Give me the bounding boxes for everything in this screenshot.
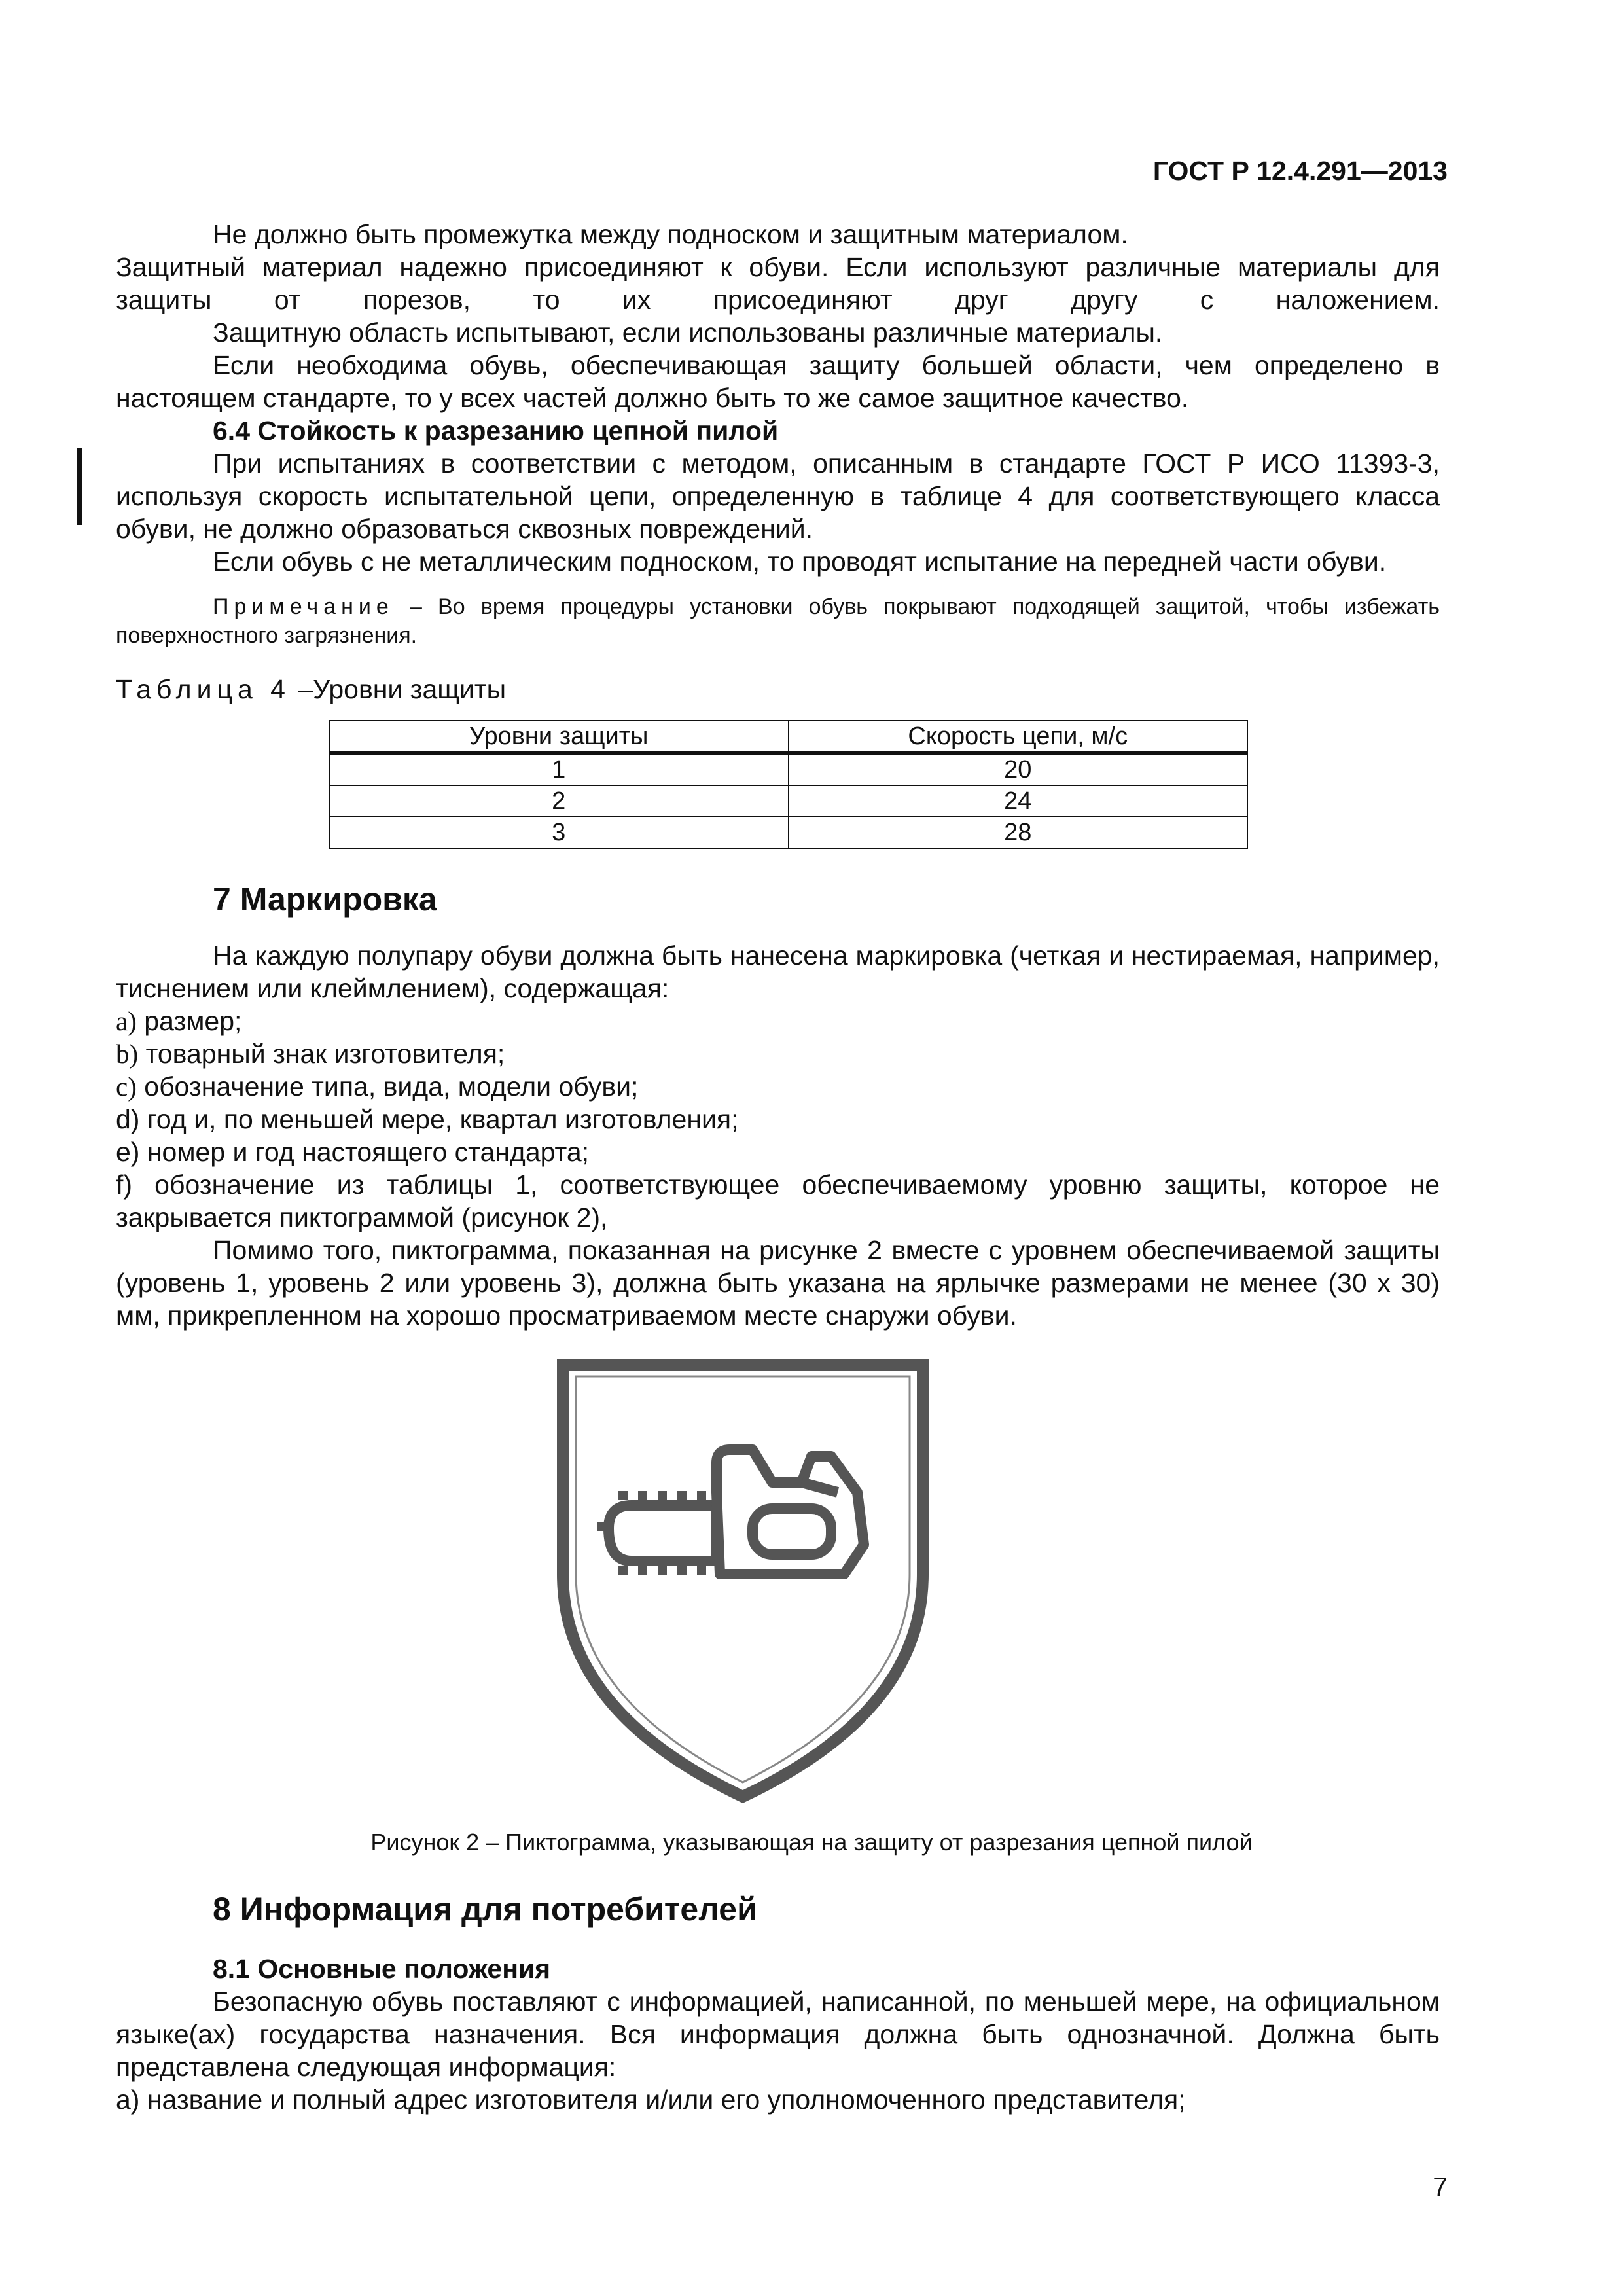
paragraph: На каждую полупару обуви должна быть нанесена маркировка (четкая и нестираемая, например, тиснением или клеймлением), содержащая:	[116, 941, 1440, 1003]
list-item	[116, 2083, 1440, 2116]
list-text: размер;	[144, 1006, 242, 1036]
table-caption-label: Таблица 4	[116, 674, 291, 704]
paragraph: Защитный материал надежно присоединяют к обуви. Если используют различные материалы для защиты от порезов, то их присоединяют друг другу с наложением.	[116, 252, 1440, 315]
table-cell: 3	[329, 817, 789, 848]
table-cell: 1	[329, 753, 789, 786]
paragraph: Если обувь с не металлическим подноском, то проводят испытание на передней части обуви.	[213, 547, 1387, 577]
list-marker: а)	[116, 1006, 137, 1036]
list-text: обозначение из таблицы 1, соответствующее обеспечиваемому уровню защиты, которое не закрывается пиктограммой (рисунок 2),	[116, 1170, 1440, 1232]
page-number: 7	[1433, 2172, 1448, 2202]
list-marker: b)	[116, 1039, 139, 1069]
table-cell: 2	[329, 785, 789, 817]
table-header-row	[329, 721, 1247, 753]
table-row	[329, 817, 1247, 848]
list-text: товарный знак изготовителя;	[145, 1039, 505, 1069]
paragraph: Помимо того, пиктограмма, показанная на рисунке 2 вместе с уровнем обеспечиваемой защиты (уровень 1, уровень 2 или уровень 3), должна быть указана на ярлычке размерами не менее (30 x 30) мм, прикрепленном на хорошо просматриваемом месте снаружи обуви.	[116, 1235, 1440, 1331]
chainsaw-pictogram	[556, 1358, 929, 1803]
table-caption-text: –Уровни защиты	[290, 674, 507, 704]
subsection-heading: 8.1 Основные положения	[213, 1954, 551, 1984]
list-marker: с)	[116, 1071, 137, 1102]
table-header: Уровни защиты	[329, 721, 789, 753]
table-cell: 28	[789, 817, 1248, 848]
paragraph: Если необходима обувь, обеспечивающая защиту большей области, чем определено в настоящем стандарте, то у всех частей должно быть то же самое защитное качество.	[116, 350, 1440, 413]
table-row	[329, 753, 1247, 786]
table-row	[329, 785, 1247, 817]
list-marker: d)	[116, 1104, 140, 1134]
table-cell: 20	[789, 753, 1248, 786]
paragraph: При испытаниях в соответствии с методом, описанным в стандарте ГОСТ Р ИСО 11393-3, используя скорость испытательной цепи, определенную в таблице 4 для соответствующего класса обуви, не должно образоваться сквозных повреждений.	[116, 448, 1440, 544]
note-text: – Во время процедуры установки обувь покрывают подходящей защитой, чтобы избежать поверхностного загрязнения.	[116, 594, 1440, 648]
list-item	[116, 1103, 1440, 1136]
list-text: название и полный адрес изготовителя и/или его уполномоченного представителя;	[147, 2085, 1186, 2115]
list-item	[116, 1070, 1440, 1103]
list-text: обозначение типа, вида, модели обуви;	[144, 1071, 639, 1102]
figure-caption: Рисунок 2 – Пиктограмма, указывающая на защиту от разрезания цепной пилой	[370, 1829, 1253, 1856]
protection-levels-table	[329, 720, 1248, 849]
list-marker: е)	[116, 1137, 140, 1167]
list-item	[116, 1136, 1440, 1168]
section-heading: 6.4 Стойкость к разрезанию цепной пилой	[213, 416, 779, 446]
table-header: Скорость цепи, м/с	[789, 721, 1248, 753]
list-marker: f)	[116, 1170, 133, 1200]
list-item	[116, 1037, 1440, 1070]
standard-number: ГОСТ Р 12.4.291—2013	[1152, 156, 1448, 186]
note	[116, 592, 1440, 650]
paragraph: Защитную область испытывают, если использованы различные материалы.	[213, 317, 1163, 348]
list-marker: а)	[116, 2085, 140, 2115]
note-label: Примечание	[213, 594, 394, 619]
paragraph: Не должно быть промежутка между подноском и защитным материалом.	[213, 219, 1128, 249]
list-text: год и, по меньшей мере, квартал изготовления;	[147, 1104, 739, 1134]
table-caption	[116, 674, 506, 705]
paragraph: Безопасную обувь поставляют с информацией, написанной, по меньшей мере, на официальном языке(ах) государства назначения. Вся информация должна быть однозначной. Должна быть представлена следующая информация:	[116, 1986, 1440, 2082]
section-heading: 7 Маркировка	[213, 881, 437, 918]
list-text: номер и год настоящего стандарта;	[147, 1137, 590, 1167]
table-cell: 24	[789, 785, 1248, 817]
section-heading: 8 Информация для потребителей	[213, 1891, 757, 1928]
shield-outline	[563, 1365, 923, 1797]
list-item	[116, 1168, 1440, 1234]
change-bar	[77, 448, 82, 525]
list-item	[116, 1005, 1440, 1037]
